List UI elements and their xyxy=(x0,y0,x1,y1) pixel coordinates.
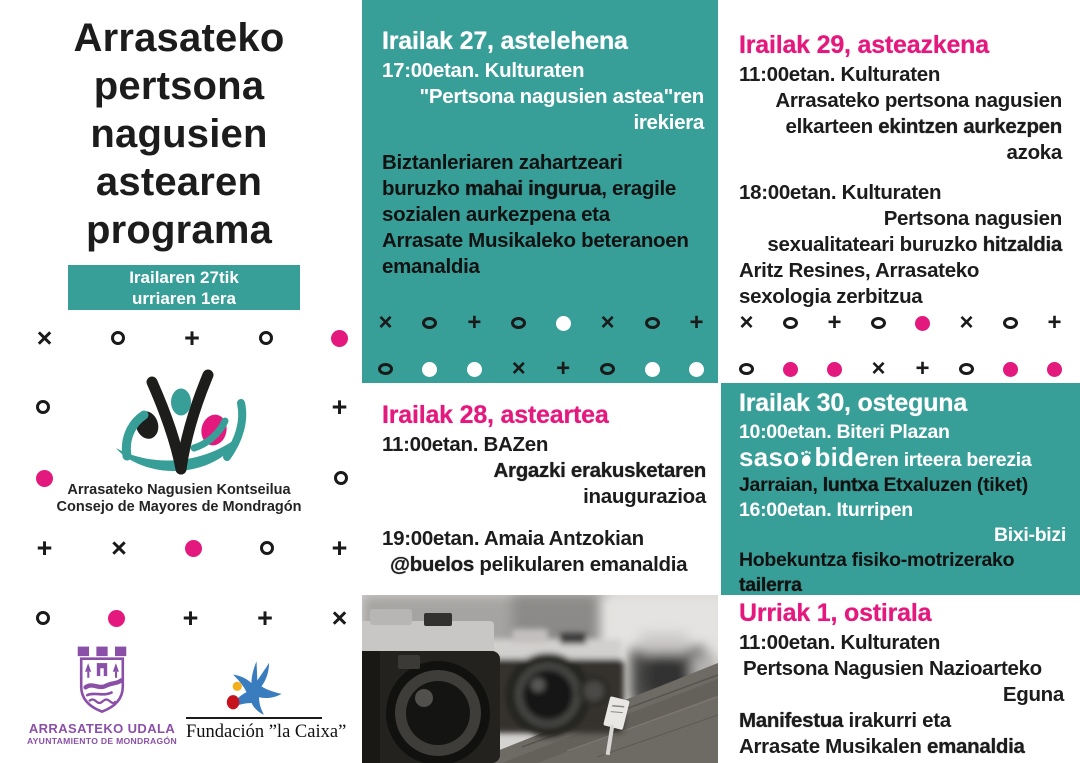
pattern-white-dot xyxy=(645,362,660,377)
pattern-ring xyxy=(1003,317,1018,329)
event-line xyxy=(739,232,1062,258)
text-segment: , eragile xyxy=(601,177,677,200)
text-segment: 19:00etan. Amaia Antzokian xyxy=(382,527,644,550)
text-segment: Arrasateko pertsona nagusien xyxy=(775,89,1062,112)
event-line xyxy=(739,573,1066,595)
text-segment: 11:00etan. BAZen xyxy=(382,433,549,456)
text-segment: 11:00etan. Kulturaten xyxy=(739,631,941,654)
title-line: pertsona xyxy=(93,64,265,108)
event-line xyxy=(739,656,1064,682)
pattern-row xyxy=(739,355,1062,382)
event-line xyxy=(382,150,704,176)
pattern-pink-dot xyxy=(827,362,842,377)
pattern-cross: × xyxy=(378,309,393,336)
pattern-ring xyxy=(378,363,393,375)
pattern-pink-dot xyxy=(915,316,930,331)
day-heading: Urriak 1, ostirala xyxy=(739,599,932,627)
pattern-plus: + xyxy=(556,355,571,382)
event-line xyxy=(382,176,704,202)
title-line: Arrasateko xyxy=(73,16,285,60)
cameras-photo xyxy=(362,595,718,763)
text-segment-bold: mahai ingurua xyxy=(465,177,602,200)
text-segment: Pertsona nagusien xyxy=(883,207,1062,230)
sasoibide-logo-line xyxy=(739,442,1066,473)
event-line xyxy=(739,498,1066,523)
date-range-banner xyxy=(68,265,300,310)
poster-title xyxy=(0,14,358,254)
pattern-ring xyxy=(645,317,660,329)
text-segment: emanaldia xyxy=(382,255,480,278)
pattern-plus: + xyxy=(827,309,842,336)
pattern-white-dot xyxy=(467,362,482,377)
pattern-ring xyxy=(36,400,50,414)
text-segment: 17:00etan. Kulturaten xyxy=(382,59,585,82)
event-line xyxy=(382,202,704,228)
pattern-row xyxy=(378,355,704,382)
council-logo xyxy=(106,364,258,478)
date-range-line: Irailaren 27tik xyxy=(129,268,239,287)
day-block-sep28 xyxy=(362,383,718,595)
pattern-row xyxy=(378,309,704,336)
event-line xyxy=(382,254,704,280)
event-line xyxy=(739,140,1062,166)
text-segment-bold: @buelos xyxy=(390,553,474,576)
title-line: astearen xyxy=(95,160,263,204)
pattern-plus: + xyxy=(257,602,273,633)
text-segment-bold: hitzaldia xyxy=(982,233,1062,256)
council-caption-spanish: Consejo de Mayores de Mondragón xyxy=(56,498,302,515)
text-segment: sozialen aurkezpena eta xyxy=(382,203,610,226)
pattern-ring xyxy=(36,611,50,625)
event-line xyxy=(739,548,1066,573)
pattern-row xyxy=(36,602,348,633)
pattern-pink-dot xyxy=(1003,362,1018,377)
event-line xyxy=(382,432,706,458)
pattern-plus: + xyxy=(1047,309,1062,336)
event-line xyxy=(739,180,1062,206)
event-line xyxy=(739,630,1064,656)
event-line xyxy=(382,552,706,578)
text-segment: Jarraian, xyxy=(739,474,823,496)
text-segment: 10:00etan. Biteri Plazan xyxy=(739,421,950,443)
pattern-cross: × xyxy=(331,602,348,633)
text-segment: Pertsona Nagusien Nazioarteko xyxy=(743,657,1042,680)
text-segment: irakurri eta xyxy=(843,709,951,732)
text-segment-bold: Manifestua xyxy=(739,709,844,732)
event-line xyxy=(382,526,706,552)
pattern-ring xyxy=(259,331,273,345)
pattern-plus: + xyxy=(36,532,53,563)
pattern-ring xyxy=(959,363,974,375)
event-line xyxy=(382,458,706,484)
pattern-cross: × xyxy=(871,355,886,382)
day-heading: Irailak 28, asteartea xyxy=(382,401,609,429)
pattern-ring xyxy=(511,317,526,329)
town-hall-name: ARRASATEKO UDALA xyxy=(28,721,176,736)
pattern-plus: + xyxy=(331,391,348,422)
town-hall-subtitle: AYUNTAMIENTO DE MONDRAGÓN xyxy=(26,736,178,746)
event-line xyxy=(739,708,1064,734)
text-segment: Biztanleriaren zahartzeari xyxy=(382,151,623,174)
event-line xyxy=(382,110,704,136)
pattern-white-dot xyxy=(689,362,704,377)
pattern-pink-dot xyxy=(331,330,348,347)
pattern-ring xyxy=(111,331,125,345)
text-segment: Arrasate Musikalen xyxy=(739,735,927,758)
event-line xyxy=(739,114,1062,140)
pattern-row xyxy=(36,532,348,563)
town-hall-logo xyxy=(76,646,128,720)
event-line xyxy=(739,734,1064,760)
day-block-oct1 xyxy=(721,595,1080,763)
pattern-ring xyxy=(871,317,886,329)
pattern-cross: × xyxy=(739,309,754,336)
text-segment: Hobekuntza fisiko-motrizerako xyxy=(739,549,1015,571)
text-segment: Bixi-bizi xyxy=(993,524,1066,546)
pattern-plus: + xyxy=(331,532,348,563)
pattern-ring xyxy=(600,363,615,375)
text-segment: elkarteen xyxy=(785,115,879,138)
sasoibide-wordmark xyxy=(739,442,869,472)
event-line xyxy=(382,84,704,110)
event-line xyxy=(739,88,1062,114)
event-line xyxy=(382,484,706,510)
text-segment: "Pertsona nagusien astea"ren xyxy=(419,85,704,108)
day-block-sep27 xyxy=(362,0,718,383)
day-block-sep29 xyxy=(721,0,1080,383)
event-line xyxy=(739,62,1062,88)
pattern-row xyxy=(739,309,1062,336)
pattern-row xyxy=(36,322,348,353)
event-line xyxy=(739,523,1066,548)
pattern-plus: + xyxy=(184,322,200,353)
pattern-white-dot xyxy=(556,316,571,331)
pattern-pink-dot xyxy=(783,362,798,377)
text-segment-bold: emanaldia xyxy=(927,735,1025,758)
pattern-ring xyxy=(783,317,798,329)
pattern-ring xyxy=(739,363,754,375)
day-heading: Irailak 27, astelehena xyxy=(382,27,628,55)
text-segment: Aritz Resines, Arrasateko xyxy=(739,259,980,282)
text-segment-bold: luntxa xyxy=(822,474,879,496)
caixa-foundation-logo xyxy=(186,660,347,743)
text-segment-bold: ekintzen aurkezpen xyxy=(878,115,1062,138)
text-segment: inaugurazioa xyxy=(583,485,706,508)
event-line xyxy=(739,258,1062,284)
title-line: nagusien xyxy=(90,112,268,156)
pattern-plus: + xyxy=(182,602,199,633)
town-hall-caption xyxy=(14,722,190,747)
date-range-line: urriaren 1era xyxy=(132,289,236,308)
pattern-pink-dot xyxy=(1047,362,1062,377)
text-segment: azoka xyxy=(1006,141,1062,164)
text-segment: Arrasate Musikaleko beteranoen xyxy=(382,229,689,252)
text-segment: buruzko xyxy=(382,177,466,200)
text-segment: bide xyxy=(814,442,870,472)
council-caption-basque: Arrasateko Nagusien Kontseilua xyxy=(67,482,291,498)
pattern-cross: × xyxy=(36,322,53,353)
council-logo-caption xyxy=(8,482,350,515)
day-heading: Irailak 30, osteguna xyxy=(739,389,968,417)
text-segment: Eguna xyxy=(1002,683,1064,706)
text-segment-bold: tailerra xyxy=(739,574,802,595)
pattern-plus: + xyxy=(467,309,482,336)
event-line xyxy=(739,682,1064,708)
event-line xyxy=(382,58,704,84)
footprint-icon xyxy=(800,449,813,467)
left-column xyxy=(0,0,358,763)
event-line xyxy=(739,206,1062,232)
caixa-rule xyxy=(186,717,322,719)
pattern-cross: × xyxy=(511,355,526,382)
pattern-ring xyxy=(422,317,437,329)
text-segment: sexologia zerbitzua xyxy=(739,285,923,308)
title-line: programa xyxy=(85,208,273,252)
text-segment: 18:00etan. Kulturaten xyxy=(739,181,942,204)
caixa-wordmark: Fundación ”la Caixa” xyxy=(186,722,347,742)
day-heading: Irailak 29, asteazkena xyxy=(739,31,989,59)
event-line xyxy=(739,284,1062,310)
text-segment: sexualitateari buruzko xyxy=(767,233,983,256)
pattern-pink-dot xyxy=(108,610,125,627)
text-segment: Etxaluzen (tiket) xyxy=(878,474,1028,496)
event-line xyxy=(382,228,704,254)
pattern-cross: × xyxy=(959,309,974,336)
text-segment: saso xyxy=(739,442,800,472)
text-segment: ren irteera berezia xyxy=(869,449,1032,471)
pattern-cross: × xyxy=(111,532,127,563)
text-segment-bold: Argazki erakusketaren xyxy=(493,459,706,482)
text-segment: irekiera xyxy=(633,111,704,134)
pattern-white-dot xyxy=(422,362,437,377)
caixa-star-icon xyxy=(208,660,300,716)
pattern-ring xyxy=(260,541,274,555)
text-segment: 11:00etan. Kulturaten xyxy=(739,63,941,86)
day-block-sep30 xyxy=(721,383,1080,595)
pattern-plus: + xyxy=(689,309,704,336)
event-line xyxy=(739,473,1066,498)
text-segment: 16:00etan. Iturripen xyxy=(739,499,913,521)
pattern-plus: + xyxy=(915,355,930,382)
pattern-cross: × xyxy=(600,309,615,336)
text-segment: pelikularen emanaldia xyxy=(473,553,688,576)
pattern-pink-dot xyxy=(185,540,202,557)
